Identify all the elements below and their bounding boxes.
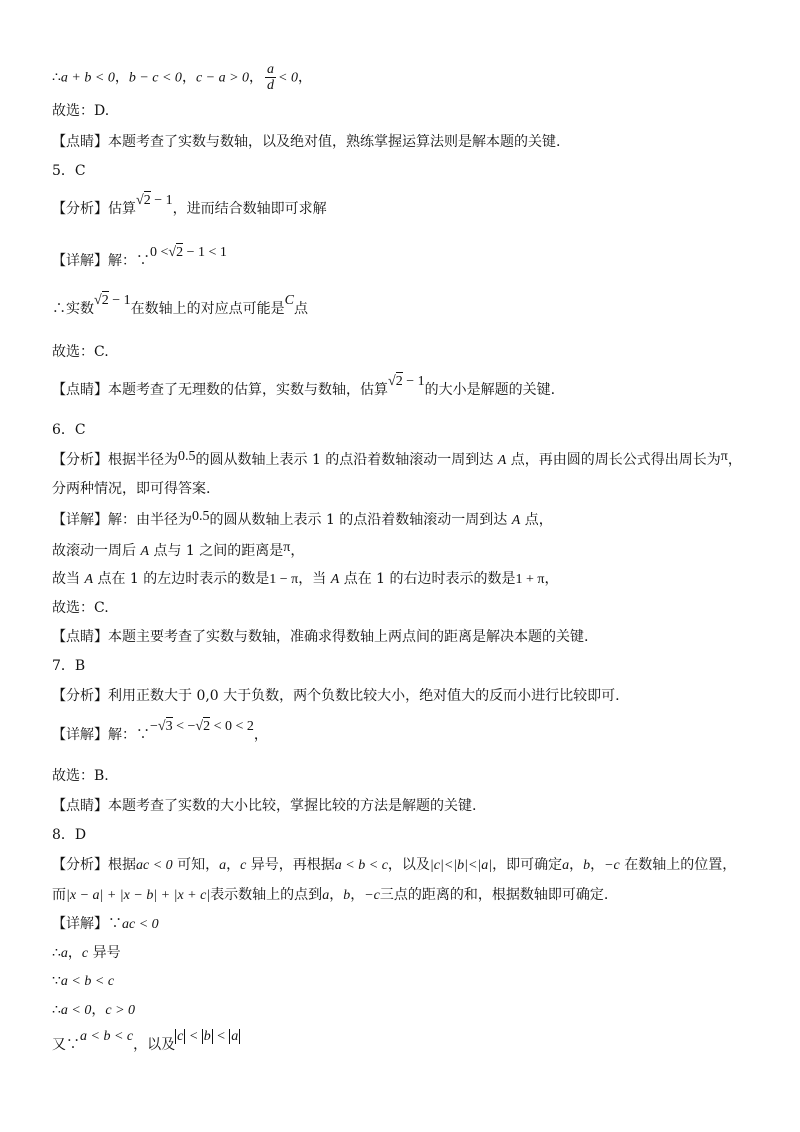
- text: 异号: [92, 945, 121, 961]
- line-20: [52, 719, 268, 746]
- math-symbol: π: [283, 540, 291, 555]
- line-12: [52, 479, 210, 499]
- radicand: 2: [176, 245, 184, 260]
- sqrt-sign: √: [94, 293, 102, 308]
- punct: ，: [569, 857, 584, 873]
- math-var: b: [343, 888, 351, 903]
- math-expr: c > 0: [105, 1003, 136, 1018]
- line-9: [52, 374, 556, 401]
- sqrt-sign: √: [168, 245, 177, 260]
- analysis-text: 在数轴上的位置，: [624, 857, 737, 873]
- sqrt-expr: [136, 193, 173, 208]
- radicand: 2: [395, 374, 403, 389]
- line-4: [52, 161, 86, 181]
- math-expr: a < b < c: [334, 858, 388, 873]
- answer-choice: 故选：C.: [52, 600, 109, 616]
- comment-text: 【点睛】本题主要考查了实数与数轴，准确求得数轴上两点间的距离是解决本题的关键.: [52, 629, 589, 645]
- line-18: [52, 656, 85, 676]
- math-expr: < −: [172, 719, 196, 734]
- fraction-numerator: a: [267, 62, 275, 77]
- math-var: a: [60, 946, 68, 961]
- math-expr: 1 + π: [515, 572, 545, 587]
- analysis-text: 分两种情况，即可得答案.: [52, 481, 211, 497]
- line-13: [52, 510, 553, 531]
- math-var: c: [81, 946, 89, 961]
- math-var: a: [562, 858, 570, 873]
- punct: ，: [114, 69, 129, 86]
- sqrt-sign: √: [388, 374, 396, 389]
- line-6: [52, 245, 227, 272]
- sqrt-expr: [388, 374, 425, 389]
- therefore-sign: ∴: [52, 1002, 61, 1018]
- math-number: 0.5: [192, 509, 210, 524]
- inequality-chain: [150, 719, 254, 734]
- math-expr: < 0 < 2: [210, 719, 254, 734]
- detail-text: 【详解】∵: [52, 916, 122, 932]
- text: 故滚动一周后: [52, 543, 136, 559]
- analysis-text: 可知，: [177, 857, 220, 873]
- math-expr: a < b < c: [60, 974, 115, 989]
- analysis-text: 【分析】根据: [52, 857, 136, 873]
- punct: ，: [544, 571, 559, 587]
- math-expr: <: [185, 1029, 202, 1044]
- math-expr: <: [212, 1029, 230, 1044]
- text: 在数轴上的对应点可能是: [130, 301, 285, 317]
- line-27: [52, 943, 121, 964]
- line-30: [52, 1029, 240, 1056]
- radicand: 2: [101, 293, 109, 308]
- sqrt-sign: √: [157, 719, 166, 734]
- analysis-text: ，进而结合数轴即可求解: [172, 201, 327, 217]
- line-15: [52, 569, 559, 590]
- answer-choice: 故选：C.: [52, 344, 109, 360]
- fraction-denominator: d: [267, 78, 275, 93]
- therefore-sign: ∴: [52, 69, 61, 86]
- punct: ，: [298, 69, 312, 86]
- math-expr: −c: [364, 888, 380, 903]
- math-expr: a + b < 0: [60, 70, 115, 86]
- punct: ，: [91, 1002, 106, 1018]
- minus-sign: −: [150, 719, 158, 734]
- analysis-text: ，即可确定: [492, 857, 563, 873]
- text: 故当: [52, 571, 80, 587]
- analysis-text: 【分析】估算: [52, 201, 136, 217]
- math-expr: ac < 0: [136, 858, 173, 873]
- text: ，当: [298, 571, 327, 587]
- line-23: [52, 825, 86, 845]
- abs-value: c: [177, 1029, 184, 1044]
- punct: ，: [290, 543, 305, 559]
- math-expr: a < 0: [60, 1003, 92, 1018]
- math-var: b: [583, 858, 591, 873]
- punct: ，: [253, 727, 268, 743]
- analysis-text: 表示数轴上的点到: [210, 887, 323, 903]
- math-var: a: [322, 888, 330, 903]
- answer-choice: 故选：B.: [52, 768, 109, 784]
- point-label: A: [330, 572, 340, 587]
- math-var: a: [219, 858, 227, 873]
- text: 点: [293, 301, 308, 317]
- line-11: [52, 450, 742, 471]
- radicand: 2: [143, 193, 151, 208]
- math-expr: − 1: [402, 374, 425, 389]
- line-24: [52, 855, 736, 876]
- detail-text: 点，: [524, 512, 553, 528]
- abs-inequality: [175, 1029, 240, 1044]
- punct: ，: [226, 857, 241, 873]
- line-16: [52, 598, 109, 618]
- math-symbol: π: [720, 449, 728, 464]
- radicand: 3: [165, 719, 173, 734]
- because-sign: ∵: [52, 973, 61, 989]
- analysis-text: 而: [52, 887, 66, 903]
- line-25: [52, 885, 608, 906]
- line-2: [52, 101, 109, 121]
- sqrt-sign: √: [195, 719, 204, 734]
- analysis-text: 【分析】根据半径为: [52, 452, 178, 468]
- line-1: [52, 62, 312, 93]
- math-expr: ac < 0: [122, 917, 159, 932]
- point-label: A: [497, 453, 507, 468]
- text: 点在 1 的左边时表示的数是: [97, 571, 270, 587]
- question-number: 8．D: [52, 827, 87, 843]
- sqrt-expr: [94, 293, 131, 308]
- math-expr: − 1: [150, 193, 173, 208]
- line-3: [52, 132, 560, 152]
- math-expr: − 1: [108, 293, 131, 308]
- line-17: [52, 627, 588, 647]
- analysis-text: 的圆从数轴上表示 1 的点沿着数轴滚动一周到达: [195, 452, 494, 468]
- math-expr: −c: [604, 858, 620, 873]
- math-expr: 1 − π: [269, 572, 299, 587]
- punct: ，: [590, 857, 605, 873]
- punct: ，: [181, 69, 196, 86]
- abs-value: b: [203, 1029, 211, 1044]
- point-label: A: [140, 544, 150, 559]
- question-number: 7．B: [52, 658, 86, 674]
- question-number: 6．C: [52, 422, 86, 438]
- math-expr: b − c < 0: [128, 70, 182, 86]
- line-29: [52, 1000, 135, 1021]
- math-expr: a < b < c: [80, 1029, 134, 1044]
- therefore-sign: ∴: [52, 945, 61, 961]
- analysis-text: 点，再由圆的周长公式得出周长为: [510, 452, 721, 468]
- comment-text: 【点睛】本题考查了实数与数轴，以及绝对值，熟练掌握运算法则是解本题的关键.: [52, 134, 561, 150]
- punct: ，: [329, 887, 344, 903]
- line-14: [52, 541, 304, 562]
- point-label: C: [284, 293, 294, 308]
- text: 又∵: [52, 1037, 80, 1053]
- question-number: 5．C: [52, 163, 86, 179]
- math-expr: c − a > 0: [195, 70, 250, 86]
- analysis-text: ，以及: [387, 857, 430, 873]
- radicand: 2: [203, 719, 211, 734]
- detail-text: 【详解】解：由半径为: [52, 512, 192, 528]
- line-26: [52, 914, 159, 935]
- sqrt-sign: √: [136, 193, 144, 208]
- math-expr: |c|<|b|<|a|: [429, 858, 493, 873]
- detail-text: 的圆从数轴上表示 1 的点沿着数轴滚动一周到达: [209, 512, 508, 528]
- analysis-text: 三点的距离的和，根据数轴即可确定.: [379, 887, 609, 903]
- abs-value: a: [231, 1029, 239, 1044]
- line-19: [52, 686, 620, 706]
- inequality: [150, 245, 227, 260]
- comment-text: 的大小是解题的关键.: [424, 382, 556, 398]
- line-5: [52, 193, 327, 220]
- detail-text: 【详解】解：∵: [52, 727, 150, 743]
- math-expr: < 0: [278, 70, 298, 86]
- analysis-text: 【分析】利用正数大于 0,0 大于负数，两个负数比较大小，绝对值大的反而小进行比较即可.: [52, 688, 620, 704]
- punct: ，: [727, 452, 742, 468]
- math-expr: − 1 < 1: [183, 245, 227, 260]
- text: 点在 1 的右边时表示的数是: [343, 571, 516, 587]
- point-label: A: [84, 572, 94, 587]
- line-8: [52, 342, 109, 362]
- line-22: [52, 796, 476, 816]
- answer-choice: 故选：D.: [52, 103, 110, 119]
- text: 点与 1 之间的距离是: [153, 543, 284, 559]
- math-number: 0.5: [178, 449, 196, 464]
- math-expr: |x − a| + |x − b| + |x + c|: [66, 888, 211, 903]
- comment-text: 【点睛】本题考查了无理数的估算，实数与数轴，估算: [52, 382, 388, 398]
- math-var: c: [240, 858, 247, 873]
- text: ，以及: [133, 1037, 176, 1053]
- comment-text: 【点睛】本题考查了实数的大小比较，掌握比较的方法是解题的关键.: [52, 798, 477, 814]
- line-7: [52, 293, 308, 320]
- text: ∴实数: [52, 301, 94, 317]
- detail-text: 【详解】解：∵: [52, 253, 150, 269]
- punct: ，: [67, 945, 82, 961]
- punct: ，: [350, 887, 365, 903]
- punct: ，: [249, 69, 264, 86]
- point-label: A: [511, 513, 521, 528]
- line-28: [52, 971, 114, 992]
- line-10: [52, 420, 86, 440]
- fraction-a-over-d: [265, 62, 276, 93]
- analysis-text: 异号，再根据: [250, 857, 335, 873]
- line-21: [52, 766, 109, 786]
- math-expr: 0 <: [150, 245, 169, 260]
